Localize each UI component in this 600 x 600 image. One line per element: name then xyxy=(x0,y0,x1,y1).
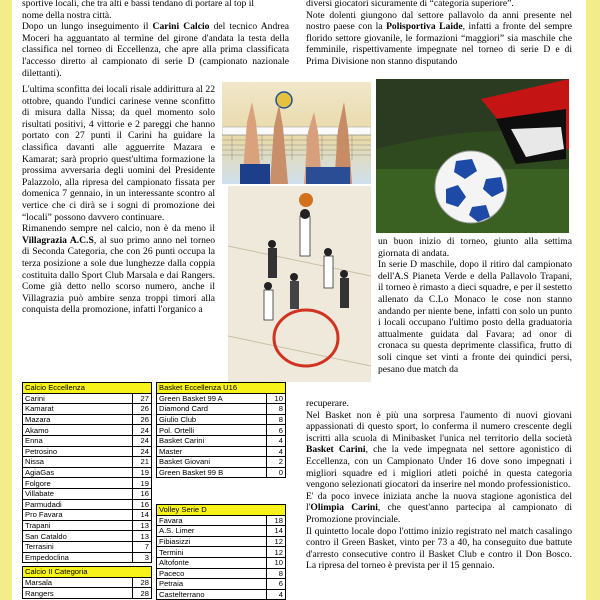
team-name: Basket Giovani xyxy=(157,457,267,468)
table-title: Volley Serie D xyxy=(157,505,286,516)
team-name: Marsala xyxy=(23,577,133,588)
article-column-left-narrow xyxy=(22,84,215,316)
paragraph-olimpia: E' da poco invece iniziata anche la nuova stagione agonistica del l'Olimpia Carini, che quest'anno partecipa al campionato di Promozione provinciale. xyxy=(306,490,572,525)
team-name: Parmudadi xyxy=(23,499,133,510)
team-name: Green Basket 99 A xyxy=(157,393,267,404)
team-points: 19 xyxy=(133,478,152,489)
team-name: Terrasini xyxy=(23,541,133,552)
table-row xyxy=(157,457,286,468)
paragraph-recuperare: recuperare. xyxy=(306,398,349,409)
team-points: 14 xyxy=(267,526,286,537)
team-name: Rangers xyxy=(23,588,133,599)
team-points: 21 xyxy=(133,457,152,468)
team-name: Trapani xyxy=(23,520,133,531)
team-points: 24 xyxy=(133,435,152,446)
table-row xyxy=(23,467,152,478)
table-row xyxy=(23,488,152,499)
table-row xyxy=(23,552,152,563)
team-name: Akamo xyxy=(23,425,133,436)
left-page-border xyxy=(0,0,12,600)
table-row xyxy=(157,414,286,425)
team-points: 7 xyxy=(133,541,152,552)
team-name: Mazara xyxy=(23,414,133,425)
team-points: 4 xyxy=(267,435,286,446)
team-name: Carini xyxy=(23,393,133,404)
paragraph-villagrazia: Rimanendo sempre nel calcio, non è da meno il Villagrazia A.C.S, al suo primo anno nel torneo di Seconda Categoria, che con 26 punti occupa la terza posizione a sole due lunghezze dalla coppia costituita dallo Sport Club Marsala e dai Rangers. Come già detto nello scorso numero, anche il Villagrazia può ambire senza troppi timori alla conquista della promozione, infatti l'organico a xyxy=(22,223,216,316)
paragraph-quintetto: Il quintetto locale dopo l'ottimo inizio registrato nel match casalingo contro il Green Basket, vinto per 73 a 40, ha conseguito due battute d'arresto consecutive contro il Basket Club e contro il Don Bosco. La ripresa del torneo è prevista per il 15 gennaio. xyxy=(306,525,572,572)
team-name: A.S. Limer xyxy=(157,526,267,537)
team-name: Kamarat xyxy=(23,404,133,415)
table-row xyxy=(157,536,286,547)
table-row xyxy=(23,588,152,599)
team-name: Petraia xyxy=(157,579,267,590)
basketball-image xyxy=(228,186,371,382)
team-points: 16 xyxy=(133,499,152,510)
team-points: 0 xyxy=(267,467,286,478)
team-points: 6 xyxy=(267,425,286,436)
table-row xyxy=(23,478,152,489)
team-name: Enna xyxy=(23,435,133,446)
volleyball-photo xyxy=(222,82,371,184)
team-points: 26 xyxy=(133,404,152,415)
table-row xyxy=(157,446,286,457)
table-row xyxy=(157,515,286,526)
team-points: 16 xyxy=(133,488,152,499)
table-row xyxy=(157,404,286,415)
table-row xyxy=(23,446,152,457)
team-points: 8 xyxy=(267,404,286,415)
team-name: Villabate xyxy=(23,488,133,499)
team-name: Folgore xyxy=(23,478,133,489)
table-row xyxy=(23,404,152,415)
team-name: Castelterrano xyxy=(157,589,267,600)
team-points: 13 xyxy=(133,520,152,531)
table-calcio-eccellenza xyxy=(22,382,152,599)
team-points: 8 xyxy=(267,568,286,579)
team-points: 4 xyxy=(267,589,286,600)
team-points: 3 xyxy=(133,552,152,563)
table-row xyxy=(23,435,152,446)
football-photo xyxy=(376,79,569,233)
team-points: 27 xyxy=(133,393,152,404)
team-name: Petrosino xyxy=(23,446,133,457)
paragraph-carini-calcio: Dopo un lungo inseguimento il Carini Calcio del tecnico Andrea Moceri ha agguantato al termine del girone d'andata la testa della classifica nel torneo di Eccellenza, che apre alla prima classificata l'accesso diretto al campionato di serie D (campionato nazionale dilettanti). xyxy=(22,21,289,79)
team-points: 19 xyxy=(133,467,152,478)
paragraph-serie-d: In serie D maschile, dopo il ritiro dal campionato dell'A.S Pianeta Verde e della Pallavolo Trapani, il torneo è rimasto a dieci squadre, e per il sestetto allenato da C.Lo Monaco le cose non stanno andando per niente bene, infatti con solo un punto i locali occupano l'ultimo posto della graduatoria attualmente guidata dal Favara; ad onor di cronaca su questa deprimente classifica, frutto di soli cinque set vinti a fronte dei quindici persi, pesano due match da xyxy=(378,259,572,375)
team-points: 24 xyxy=(133,446,152,457)
article-column-right-top xyxy=(306,0,572,68)
table-row xyxy=(23,541,152,552)
table-row xyxy=(23,425,152,436)
team-points: 18 xyxy=(267,515,286,526)
table-row xyxy=(157,393,286,404)
team-points: 10 xyxy=(267,557,286,568)
table-row xyxy=(23,531,152,542)
team-name: San Cataldo xyxy=(23,531,133,542)
table-row xyxy=(23,393,152,404)
table-title: Calcio II Categoria xyxy=(23,567,152,578)
table-row xyxy=(157,579,286,590)
football-image xyxy=(376,79,569,233)
team-name: Master xyxy=(157,446,267,457)
team-points: 8 xyxy=(267,414,286,425)
team-name: Empedoclina xyxy=(23,552,133,563)
paragraph-torneo: un buon inizio di torneo, giunto alla settima giornata di andata. xyxy=(378,236,572,259)
team-name: Favara xyxy=(157,515,267,526)
table-row xyxy=(23,499,152,510)
team-points: 28 xyxy=(133,588,152,599)
table-row xyxy=(23,414,152,425)
team-points: 13 xyxy=(133,531,152,542)
table-row xyxy=(23,510,152,521)
table-row xyxy=(23,457,152,468)
team-name: Giulio Club xyxy=(157,414,267,425)
article-column-right-middle xyxy=(378,236,572,375)
table-row xyxy=(23,520,152,531)
team-name: Green Basket 99 B xyxy=(157,467,267,478)
team-name: Fibiasizzi xyxy=(157,536,267,547)
paragraph-superiore: diversi giocatori sicuramente di “categoria superiore”. xyxy=(306,0,514,9)
table-row xyxy=(157,425,286,436)
table-title: Calcio Eccellenza xyxy=(23,383,152,394)
team-name: Basket Carini xyxy=(157,435,267,446)
paragraph-pallavolo: Note dolenti giungono dal settore pallavolo da anni presente nel nostro paese con la Polisportiva Laide, infatti a fronte del sempre florido settore giovanile, le formazioni “maggiori” sia maschile che femminile, rispettivamente impegnate nel torneo di serie D e di Prima Divisione non stanno disputando xyxy=(306,9,572,67)
team-name: Pro Favara xyxy=(23,510,133,521)
team-name: AgiaGas xyxy=(23,467,133,478)
team-name: Nissa xyxy=(23,457,133,468)
table-row xyxy=(157,435,286,446)
team-points: 28 xyxy=(133,577,152,588)
team-points: 4 xyxy=(267,446,286,457)
article-column-left xyxy=(22,0,289,79)
table-row xyxy=(157,547,286,558)
right-page-border xyxy=(586,0,600,600)
team-name: Termini xyxy=(157,547,267,558)
table-volley-serie-d xyxy=(156,504,286,600)
table-row xyxy=(157,467,286,478)
team-name: Paceco xyxy=(157,568,267,579)
table-row xyxy=(157,568,286,579)
team-points: 10 xyxy=(267,393,286,404)
continued-paragraph: sportive locali, che tra alti e bassi tendano di portare al top il nome della nostra città. xyxy=(22,0,255,21)
team-points: 12 xyxy=(267,536,286,547)
paragraph-basket: Nel Basket non è più una sorpresa l'aumento di nuovi giovani appassionati di questo sport, lo conferma il numero crescente degli iscritti alla scuola di Minibasket l'unica nel territorio della società Basket Carini, che la vede impegnata nel settore agonistico di Eccellenza, con un Campionato Under 16 dove sono impegnati i migliori squadre ed i migliori atleti poiché in questa categoria vengono selezionati giocatori da inserire nel mondo professionistico. xyxy=(306,409,572,491)
table-row xyxy=(157,557,286,568)
team-points: 12 xyxy=(267,547,286,558)
basketball-photo xyxy=(228,186,371,382)
table-row xyxy=(23,577,152,588)
paragraph-sconfitta: L'ultima sconfitta dei locali risale addirittura al 22 ottobre, quando l'undici carinese venne sconfitto di misura dalla Nissa; da quel momento solo risultati positivi, 4 vittorie e 2 pareggi che hanno portato con 27 punti il Carini ha guidare la classifica davanti alle agguerrite Mazara e Kamarat; sarà proprio quest'ultima formazione la prossima avversaria degli uomini del Presidente Palazzolo, alla ripresa del campionato fissata per domenica 7 gennaio, in un interessante scontro al vertice che ci dirà se i sogni di promozione dei “locali” possono davvero continuare. xyxy=(22,84,215,223)
team-name: Pol. Ortelli xyxy=(157,425,267,436)
team-points: 14 xyxy=(133,510,152,521)
team-points: 24 xyxy=(133,425,152,436)
article-column-right-bottom xyxy=(306,398,572,572)
table-row xyxy=(157,526,286,537)
volleyball-image xyxy=(222,82,371,184)
table-basket-eccellenza xyxy=(156,382,286,478)
team-points: 26 xyxy=(133,414,152,425)
team-name: Diamond Card xyxy=(157,404,267,415)
team-points: 6 xyxy=(267,579,286,590)
team-points: 2 xyxy=(267,457,286,468)
table-title: Basket Eccellenza U16 xyxy=(157,383,286,394)
team-name: Altofonte xyxy=(157,557,267,568)
table-row xyxy=(157,589,286,600)
